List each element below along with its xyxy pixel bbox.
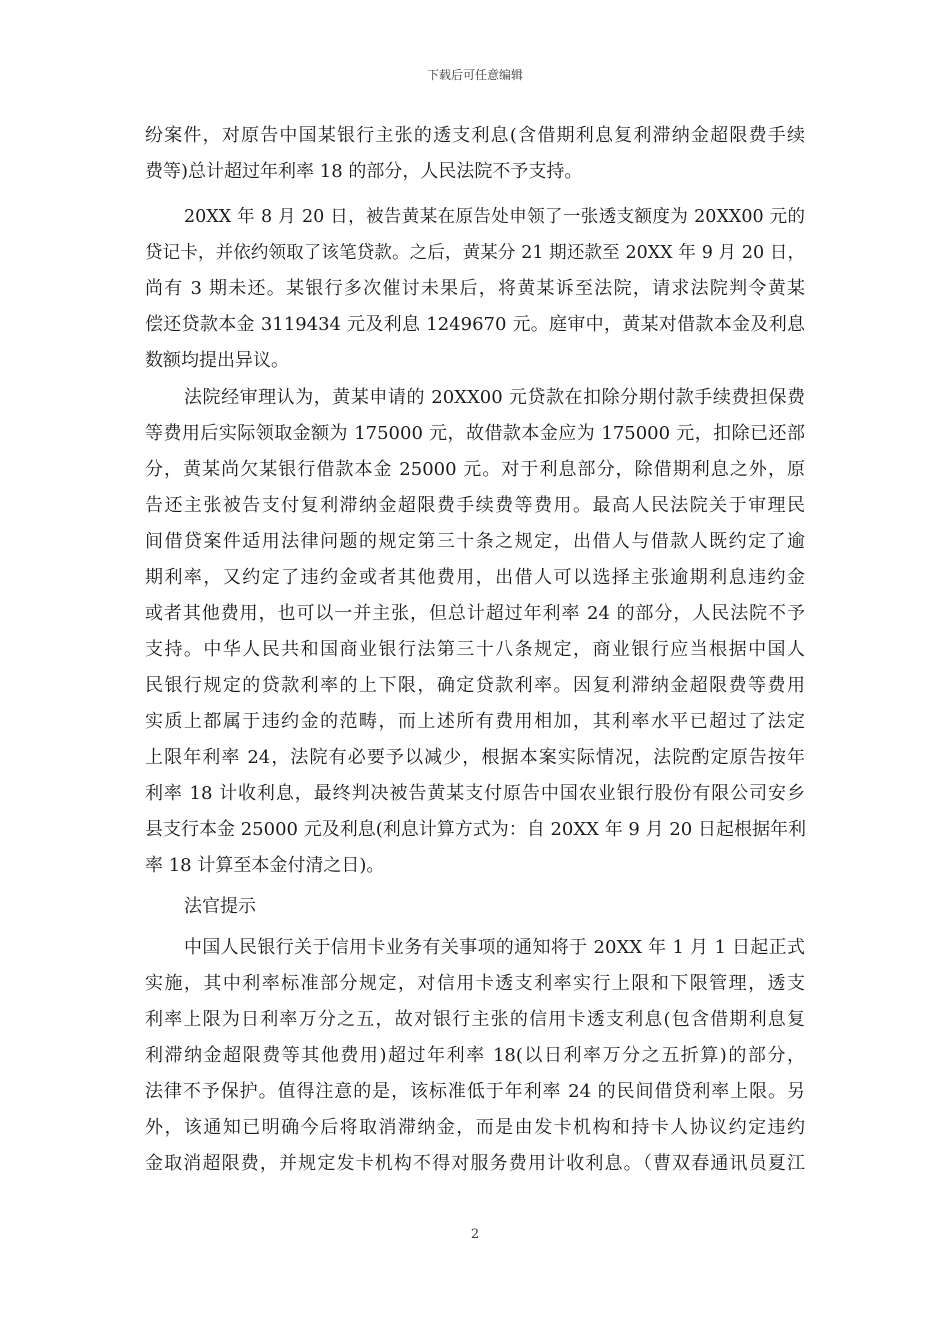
text-line: 期利率，又约定了违约金或者其他费用，出借人可以选择主张逾期利息违约金 [145, 567, 805, 588]
text-line: 20XX 年 8 月 20 日，被告黄某在原告处申领了一张透支额度为 20XX00 元的 [184, 207, 805, 227]
text-line: 告还主张被告支付复利滞纳金超限费手续费等费用。最高人民法院关于审理民 [145, 495, 805, 516]
text-line: 数额均提出异议。 [145, 350, 289, 371]
text-line: 尚有 3 期未还。某银行多次催讨未果后，将黄某诉至法院，请求法院判令黄某 [145, 278, 805, 299]
text-line: 费等)总计超过年利率 18 的部分，人民法院不予支持。 [145, 161, 583, 182]
text-line: 金取消超限费，并规定发卡机构不得对服务费用计收利息。（曹双春通讯员夏江 [145, 1153, 805, 1174]
text-line: 民银行规定的贷款利率的上下限，确定贷款利率。因复利滞纳金超限费等费用 [145, 675, 805, 696]
section-heading: 法官提示 [184, 896, 256, 917]
text-line: 或者其他费用，也可以一并主张，但总计超过年利率 24 的部分，人民法院不予 [145, 603, 805, 624]
text-line: 利滞纳金超限费等其他费用)超过年利率 18(以日利率万分之五折算)的部分， [145, 1045, 805, 1066]
text-line: 上限年利率 24，法院有必要予以减少，根据本案实际情况，法院酌定原告按年 [145, 747, 805, 768]
text-line: 法院经审理认为，黄某申请的 20XX00 元贷款在扣除分期付款手续费担保费 [184, 387, 805, 408]
page-number: 2 [470, 1227, 480, 1242]
text-line: 等费用后实际领取金额为 175000 元，故借款本金应为 175000 元，扣除已还部 [145, 423, 805, 444]
text-line: 纷案件，对原告中国某银行主张的透支利息(含借期利息复利滞纳金超限费手续 [145, 125, 805, 146]
text-line: 支持。中华人民共和国商业银行法第三十八条规定，商业银行应当根据中国人 [145, 639, 805, 660]
text-line: 偿还贷款本金 3119434 元及利息 1249670 元。庭审中，黄某对借款本金及利息 [145, 314, 805, 335]
text-line: 贷记卡，并依约领取了该笔贷款。之后，黄某分 21 期还款至 20XX 年 9 月 20 日， [145, 243, 805, 263]
text-line: 间借贷案件适用法律问题的规定第三十条之规定，出借人与借款人既约定了逾 [145, 531, 805, 552]
text-line: 法律不予保护。值得注意的是，该标准低于年利率 24 的民间借贷利率上限。另 [145, 1081, 805, 1102]
text-line: 外，该通知已明确今后将取消滞纳金，而是由发卡机构和持卡人协议约定违约 [145, 1117, 805, 1138]
text-line: 实施，其中利率标准部分规定，对信用卡透支利率实行上限和下限管理，透支 [145, 973, 805, 994]
text-line: 利率 18 计收利息，最终判决被告黄某支付原告中国农业银行股份有限公司安乡 [145, 783, 805, 804]
page-header: 下载后可任意编辑 [426, 68, 523, 82]
text-line: 率 18 计算至本金付清之日)。 [145, 855, 385, 876]
text-line: 县支行本金 25000 元及利息(利息计算方式为：自 20XX 年 9 月 20 日起根据年利 [145, 819, 806, 840]
text-line: 实质上都属于违约金的范畴，而上述所有费用相加，其利率水平已超过了法定 [145, 711, 805, 732]
text-line: 分，黄某尚欠某银行借款本金 25000 元。对于利息部分，除借期利息之外，原 [145, 459, 805, 480]
text-line: 利率上限为日利率万分之五，故对银行主张的信用卡透支利息(包含借期利息复 [145, 1009, 805, 1030]
text-line: 中国人民银行关于信用卡业务有关事项的通知将于 20XX 年 1 月 1 日起正式 [184, 937, 805, 958]
